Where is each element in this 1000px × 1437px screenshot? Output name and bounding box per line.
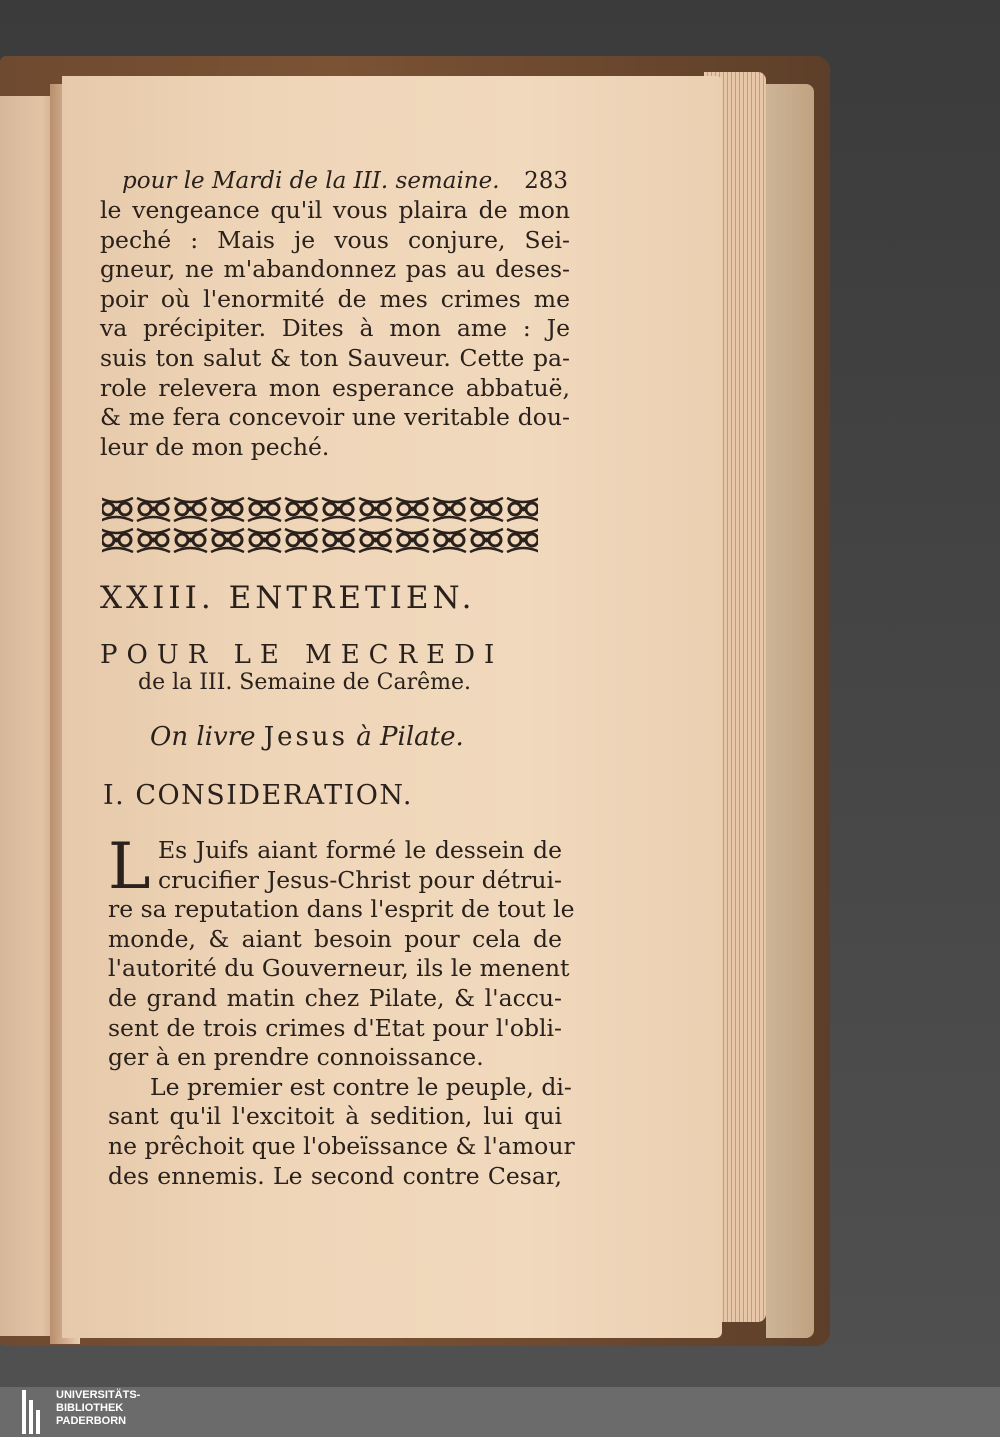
institution-name [56, 1389, 140, 1428]
ornament-band [98, 494, 542, 556]
text-line: des ennemis. Le second contre Cesar, [108, 1161, 562, 1190]
chapter-title: XXIII. ENTRETIEN. [100, 580, 476, 616]
body-text-block [108, 830, 575, 1191]
institution-line: PADERBORN [56, 1415, 127, 1427]
text-line: monde, & aiant besoin pour cela de [108, 924, 562, 953]
text-line: poir où l'enormité de mes crimes me [100, 284, 570, 313]
institution-line: UNIVERSITÄTS- [56, 1389, 141, 1401]
text-line: ger à en prendre connoissance. [108, 1043, 484, 1072]
topic-name: Jesus [263, 722, 348, 752]
text-line: l'autorité du Gouverneur, ils le menent [108, 954, 570, 983]
text-line: va précipiter. Dites à mon ame : Je [100, 314, 570, 343]
institution-line: BIBLIOTHEK [56, 1402, 124, 1414]
text-line: leur de mon peché. [100, 432, 330, 461]
text-line: peché : Mais je vous conjure, Sei- [100, 225, 570, 254]
back-board [766, 84, 814, 1338]
text-line: ne prêchoit que l'obeïssance & l'amour [108, 1131, 575, 1160]
library-logo-icon [22, 1390, 46, 1434]
running-header-text: pour le Mardi de la III. semaine. [122, 168, 500, 194]
text-line: Es Juifs aiant formé le dessein de [158, 836, 562, 864]
chapter-subtitle-2: de la III. Semaine de Carême. [138, 670, 472, 695]
footer-bar [0, 1387, 1000, 1437]
section-heading: I. CONSIDERATION. [103, 780, 413, 811]
text-line: gneur, ne m'abandonnez pas au deses- [100, 255, 570, 284]
chapter-topic [150, 722, 464, 752]
text-line: sent de trois crimes d'Etat pour l'obli- [108, 1013, 562, 1042]
running-header [100, 168, 568, 194]
topic-prefix: On livre [150, 722, 256, 752]
text-line: crucifier Jesus-Christ pour détrui- [158, 865, 562, 894]
drop-cap: L [108, 830, 151, 904]
chapter-subtitle: POUR LE MECREDI [100, 640, 504, 670]
text-line: sant qu'il l'excitoit à sedition, lui qui [108, 1102, 562, 1131]
page-number: 283 [524, 168, 568, 194]
topic-suffix: à Pilate. [356, 722, 464, 752]
text-line: Le premier est contre le peuple, di- [150, 1072, 572, 1101]
text-line: de grand matin chez Pilate, & l'accu- [108, 983, 562, 1012]
top-text-block [100, 168, 570, 462]
text-line: le vengeance qu'il vous plaira de mon [100, 196, 570, 224]
text-line: role relevera mon esperance abbatuë, [100, 373, 570, 402]
text-line: & me fera concevoir une veritable dou- [100, 403, 570, 432]
text-line: suis ton salut & ton Sauveur. Cette pa- [100, 343, 570, 372]
text-line: re sa reputation dans l'esprit de tout le [108, 895, 575, 924]
